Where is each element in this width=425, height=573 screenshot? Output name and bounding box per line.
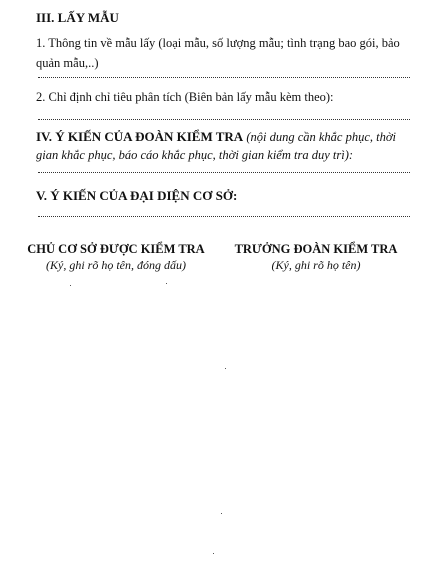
scan-speck bbox=[225, 368, 226, 369]
section-3-item-1: 1. Thông tin về mẫu lấy (loại mẫu, số lượng mẫu; tình trạng bao gói, bảo quản mẫu,..) bbox=[36, 36, 400, 70]
fill-line-inspection-opinion bbox=[38, 172, 410, 173]
scan-speck bbox=[166, 283, 167, 284]
fill-line-facility-opinion bbox=[38, 216, 410, 217]
signature-left-subtitle: (Ký, ghi rõ họ tên, đóng dấu) bbox=[46, 258, 186, 272]
scan-speck bbox=[213, 553, 214, 554]
signature-left-title: CHỦ CƠ SỞ ĐƯỢC KIỂM TRA bbox=[27, 242, 205, 256]
section-5-heading: V. Ý KIẾN CỦA ĐẠI DIỆN CƠ SỞ: bbox=[36, 188, 238, 203]
fill-line-sample-info bbox=[38, 77, 410, 78]
section-4-heading: IV. Ý KIẾN CỦA ĐOÀN KIỂM TRA bbox=[36, 129, 244, 144]
scan-speck bbox=[70, 285, 71, 286]
section-4-block bbox=[36, 128, 414, 164]
signature-right-title: TRƯỞNG ĐOÀN KIỂM TRA bbox=[234, 242, 398, 256]
section-3-heading: III. LẤY MẪU bbox=[36, 10, 119, 25]
scan-speck bbox=[221, 513, 222, 514]
section-4-note: (nội dung cần khắc phục, thời gian khắc phục, báo cáo khắc phục, thời gian kiểm tra duy trì): bbox=[36, 130, 397, 162]
fill-line-analysis bbox=[38, 119, 410, 120]
section-3-item-2: 2. Chỉ định chỉ tiêu phân tích (Biên bản lấy mẫu kèm theo): bbox=[36, 90, 334, 104]
signature-right-subtitle: (Ký, ghi rõ họ tên) bbox=[271, 258, 361, 272]
